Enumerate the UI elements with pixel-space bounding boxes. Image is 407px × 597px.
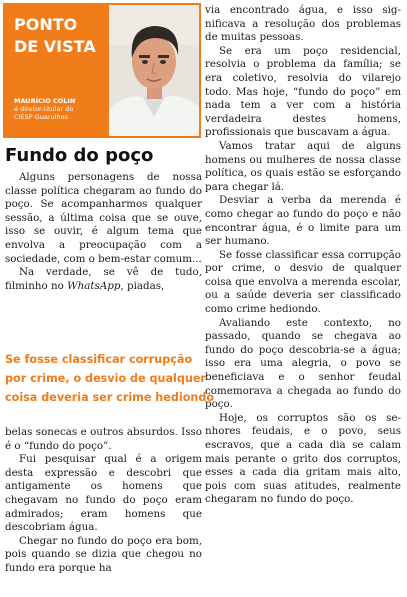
column-1-bottom [5,426,202,576]
pull-quote [5,350,215,407]
column-1-top [5,171,202,293]
paragraph: Se era um poço residencial, resolvia o problema da família; se era coletivo, resolvia do vilarejo todo. Mas hoje, “fundo do poço” em nada tem a ver com a história verdadeira destes homens, profissionais que buscavam a água. [205,44,401,139]
pull-quote-line: por crime, o desvio de qualquer [5,372,206,385]
paragraph: Desviar a verba da merenda é como chegar ao fundo do poço e não encontrar água, é o limite para um ser humano. [205,194,401,248]
kicker-line-2: DE VISTA [14,37,96,56]
article-headline: Fundo do poço [5,145,154,166]
pull-quote-line: coisa deveria ser crime hediondo [5,391,215,404]
paragraph [5,266,202,293]
author-role-2: CIESP Guarulhos [14,113,68,121]
author-name: MAURÍCIO COLIN [14,97,76,105]
paragraph: via encontrado água, e isso significava a resolução dos problemas de muitas pessoas. [205,4,401,44]
paragraph: Alguns personagens de nossa classe política chegaram ao fundo do poço. Se acompanharmos qualquer sessão, a última coisa que se ouve, isso se ouvir, é algum tema que envolva a preocupação com a sociedade, com o bem-estar comum... [5,171,202,265]
paragraph-text: , piadas, [120,279,165,292]
paragraph: Se fosse classificar essa corrupção por crime, o desvio de qualquer coisa que envolva a merenda escolar, ou a saúde deveria ser classificado como crime hediondo. [205,248,401,316]
author-credit [14,97,114,121]
paragraph: Hoje, os corruptos são os senhores feudais, e o povo, seus escravos, que a cada dia se calam mais perante o grito dos corruptos, esses a cada dia gritam mais alto, pois com suas atitudes, realmente chegaram no fundo do poço. [205,411,401,506]
author-photo [109,5,199,136]
paragraph-text: Na verdade, se vê de tudo, filminho no [5,266,202,292]
section-kicker [14,14,96,58]
pull-quote-line: Se fosse classificar corrupção [5,353,193,366]
kicker-line-1: PONTO [14,15,78,34]
paragraph: Fui pesquisar qual é a origem desta expressão e descobri que antigamente os homens que chegavam no fundo do poço eram admirados; eram homens que descobriam água. [5,453,202,534]
app-name: WhatsApp [67,279,121,292]
column-2 [205,4,401,507]
author-role-1: é diretor-titular do [14,105,74,113]
paragraph: belas sonecas e outros absurdos. Isso é o “fundo do poço”. [5,426,202,452]
paragraph: Vamos tratar aqui de alguns homens ou mulheres de nossa classe política, os quais estão se esforçando para chegar lá. [205,139,401,193]
paragraph: Chegar no fundo do poço era bom, pois quando se dizia que chegou no fundo era porque ha [5,534,202,574]
paragraph: Avaliando este contexto, no passado, quando se chegava ao fundo do poço descobria-se a água; isso era uma alegria, o povo se beneficiava e o senhor feudal comemorava a chegada ao fundo do poço. [205,316,401,411]
